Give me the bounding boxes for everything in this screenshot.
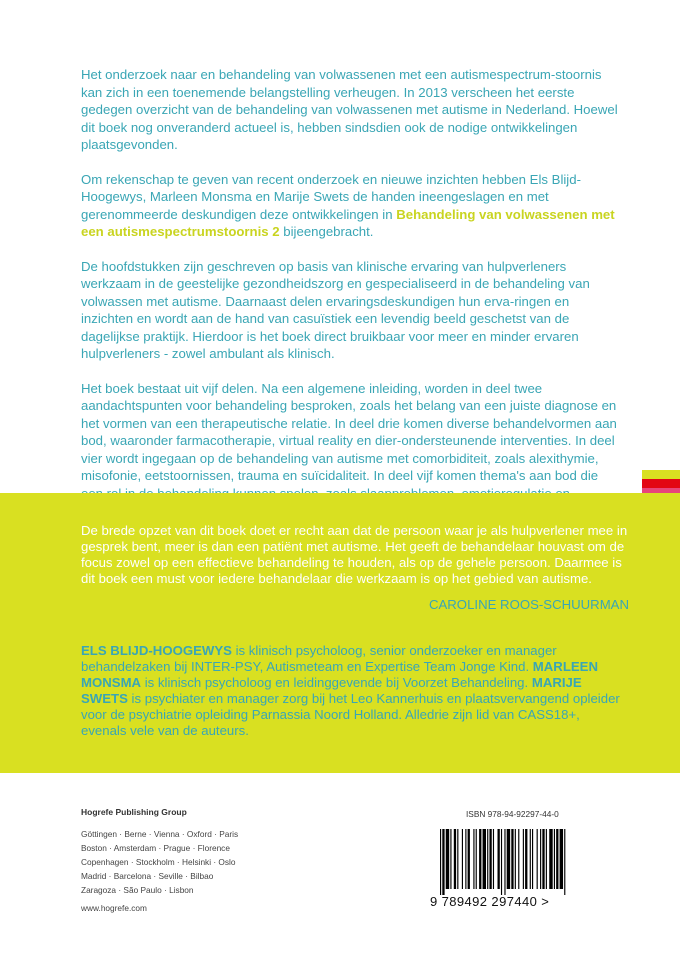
barcode-bar — [483, 829, 486, 889]
author-name-3: MARIJE SWETS — [81, 675, 582, 706]
barcode-bar — [457, 829, 458, 889]
quote-author: CAROLINE ROOS-SCHUURMAN — [428, 597, 629, 612]
barcode-bar — [501, 829, 502, 895]
barcode-bar — [462, 829, 463, 889]
tab-red — [642, 479, 680, 488]
description-paragraph-1: Het onderzoek naar en behandeling van volwassenen met een autismespectrum-stoornis kan zich in een toenemende belangstelling verheugen. In 2013 verscheen het eerste gedegen overzicht van de behandeling van volwassenen met autisme in Nederland. Hoewel dit boek nog onveranderd actueel is, hebben sindsdien ook de nodige ontwikkelingen plaatsgevonden. — [81, 67, 618, 152]
author-name-1: ELS BLIJD-HOOGEWYS — [81, 643, 232, 658]
description-paragraph-2 — [81, 171, 621, 241]
description-text — [81, 66, 621, 537]
barcode-bar — [537, 829, 538, 889]
barcode-bar — [546, 829, 547, 889]
publisher-website: www.hogrefe.com — [81, 903, 147, 913]
barcode-bar — [542, 829, 544, 889]
barcode-bar — [476, 829, 477, 889]
barcode-bar — [525, 829, 527, 889]
barcode-digits: 9 789492 297440 > — [430, 894, 550, 909]
author-name-2: MARLEEN MONSMA — [81, 659, 599, 690]
cities-line-1: Göttingen · Berne · Vienna · Oxford · Paris — [81, 829, 239, 839]
book-title-highlight: Behandeling van volwassenen met een autismespectrumstoornis 2 — [81, 206, 615, 239]
barcode-bar — [442, 829, 444, 895]
barcode-bar — [498, 829, 500, 889]
barcode-bar — [450, 829, 451, 889]
publisher-cities — [81, 827, 281, 897]
barcode-bar — [540, 829, 541, 889]
barcode-bars — [430, 823, 600, 895]
isbn-label: ISBN 978-94-92297-44-0 — [466, 809, 559, 819]
description-paragraph-4: Het boek bestaat uit vijf delen. Na een algemene inleiding, worden in deel twee aandachtspunten voor behandeling besproken, zoals het belang van een juiste diagnose en het vormen van een therapeutische relatie. In deel drie komen diverse behandelvormen aan bod, waaronder farmacotherapie, virtual reality en dier-ondersteunende interventies. In deel vier wordt ingegaan op de behandeling van autisme met comorbiditeit, zoals alexithymie, misofonie, eetstoornissen, trauma en suïcidaliteit. In deel vijf komen thema's aan bod die — [81, 380, 617, 483]
barcode-bar — [465, 829, 466, 889]
cities-line-3: Copenhagen · Stockholm · Helsinki · Oslo — [81, 857, 236, 867]
barcode-bar — [504, 829, 505, 895]
author-bio-1: is klinisch psycholoog, senior onderzoeker en manager behandelzaken bij INTER-PSY, Autismeteam en Expertise Team Jonge Kind. — [81, 643, 557, 674]
cities-line-5: Zaragoza · São Paulo · Lisbon — [81, 885, 194, 895]
paragraph-2-end: bijeengebracht. — [279, 224, 374, 239]
tab-yellow — [642, 470, 680, 479]
barcode-bar — [493, 829, 494, 889]
cities-line-4: Madrid · Barcelona · Seville · Bilbao — [81, 871, 214, 881]
barcode-bar — [507, 829, 510, 889]
barcode-bar — [479, 829, 481, 889]
barcode-bar — [549, 829, 552, 889]
endorsement-quote: De brede opzet van dit boek doet er recht aan dat de persoon waar je als hulpverlener mee in gesprek bent, meer is dan een patiënt met autisme. Het geeft de behandelaar houvast om de focus zowel op een effectieve behandeling te houden, als op de gehele persoon. Daarmee is dit boek een must voor iedere behandelaar die werkzaam is op het gebied van autisme. — [81, 523, 628, 586]
barcode-bar — [554, 829, 555, 889]
barcode-bar — [518, 829, 519, 889]
barcode-bar — [454, 829, 456, 889]
barcode-bar — [511, 829, 513, 889]
barcode-bar — [473, 829, 474, 889]
barcode-bar — [440, 829, 441, 895]
publisher-name: Hogrefe Publishing Group — [81, 807, 187, 817]
barcode-bar — [564, 829, 565, 895]
barcode-bar — [446, 829, 449, 889]
barcode-bar — [532, 829, 533, 889]
description-paragraph-3: De hoofdstukken zijn geschreven op basis van klinische ervaring van hulpverleners werkzaam in de geestelijke gezondheidszorg en gespecialiseerd in de behandeling van volwassen met autisme. Daarnaast delen ervaringsdeskundigen hun erva-ringen en inzichten en wordt aan de hand van casuïstiek een levendig beeld geschetst van de dagelijkse praktijk. Hierdoor is het boek direct bruikbaar voor meer en minder ervaren hulpverleners - zowel ambulant als klinisch. — [81, 258, 590, 361]
cities-line-2: Boston · Amsterdam · Prague · Florence — [81, 843, 230, 853]
barcode-bar — [560, 829, 563, 889]
author-bio-2: is klinisch psycholoog en leidinggevende bij Voorzet Behandeling. — [141, 675, 532, 690]
barcode-bar — [530, 829, 531, 889]
barcode-bar — [556, 829, 558, 889]
paragraph-2-intro: Om rekenschap te geven van recent onderzoek en nieuwe inzichten hebben Els Blijd-Hoogewys, Marleen Monsma en Marije Swets de handen ineengeslagen en met gerenommeerde deskundigen deze ontwikkelingen in — [81, 171, 581, 222]
author-bios — [81, 643, 626, 739]
barcode-bar — [489, 829, 491, 889]
author-bio-3: is psychiater en manager zorg bij het Leo Kannerhuis en plaatsvervangend opleider voor de psychiatrie opleiding Parnassia Noord Holland. Alledrie zijn lid van CASS18+, evenals vele van de auteurs. — [81, 691, 620, 738]
barcode-bar — [468, 829, 470, 889]
barcode-bar — [523, 829, 524, 889]
barcode-bar — [487, 829, 488, 889]
barcode-bar — [515, 829, 516, 889]
